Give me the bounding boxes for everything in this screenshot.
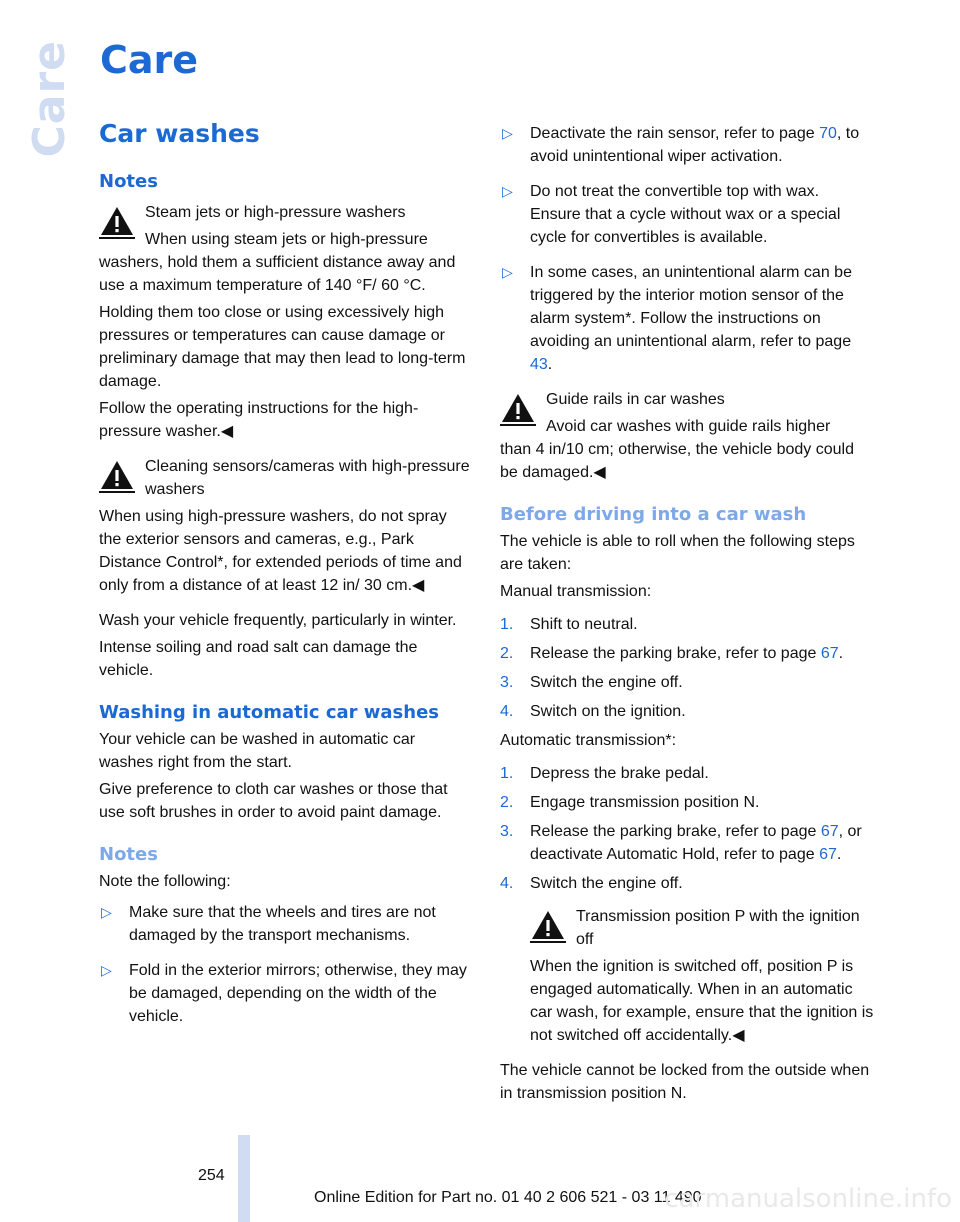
paragraph: Give preference to cloth car washes or those that use soft brushes in order to avoid paint damage. [99, 781, 448, 821]
footer-edition: Online Edition for Part no. 01 40 2 606 521 - 03 11 490 [314, 1189, 702, 1206]
warning-text: When using high-pressure washers, do not spray the exterior sensors and cameras, e.g., Park Distance Control*, for extended periods of time and only from a distance of at least 12 in/ 30 cm.◀ [99, 508, 462, 594]
warning-triangle-icon [500, 392, 536, 426]
page-number: 254 [198, 1167, 225, 1184]
paragraph: Your vehicle can be washed in automatic car washes right from the start. [99, 731, 416, 771]
chapter-title: Care [100, 38, 199, 82]
list-item: ▷ Make sure that the wheels and tires are not damaged by the transport mechanisms. [99, 901, 473, 947]
list-item: ▷ Do not treat the convertible top with wax. Ensure that a cycle without wax or a special cycle for convertibles is available. [500, 180, 874, 249]
step-item: 4. Switch the engine off. [500, 875, 683, 892]
warning-text-first-line: Avoid car washes with guide rails higher [546, 418, 831, 435]
paragraph: Follow the operating instructions for the high-pressure washer.◀ [99, 400, 419, 440]
step-item: 2. Release the parking brake, refer to page 67. [500, 645, 844, 662]
page-link[interactable]: 43 [530, 356, 548, 373]
step-item: 3. Release the parking brake, refer to page 67, or deactivate Automatic Hold, refer to page 67. [500, 823, 862, 863]
step-item: 4. Switch on the ignition. [500, 703, 686, 720]
subsection-heading: Washing in automatic car washes [99, 702, 440, 723]
step-item: 1. Shift to neutral. [500, 616, 638, 633]
right-column [500, 122, 874, 1105]
left-column [99, 116, 473, 1028]
side-chapter-tab: Care [24, 40, 75, 158]
warning-transmission-p [530, 905, 874, 1047]
page-link[interactable]: 70 [819, 125, 837, 142]
subsection-heading: Before driving into a car wash [500, 504, 807, 525]
paragraph: Automatic transmission*: [500, 732, 677, 749]
section-title: Car washes [99, 119, 260, 148]
warning-triangle-icon [99, 205, 135, 239]
triangle-bullet-icon: ▷ [502, 125, 513, 141]
step-item: 3. Switch the engine off. [500, 674, 683, 691]
step-item: 1. Depress the brake pedal. [500, 765, 709, 782]
list-item: ▷ In some cases, an unintentional alarm can be triggered by the interior motion sensor of the alarm system*. Follow the instructions on avoiding an unintentional alarm, refer to page 43. [500, 261, 874, 376]
page-link[interactable]: 67 [820, 645, 839, 662]
page-link[interactable]: 67 [820, 823, 839, 840]
warning-title: Steam jets or high-pressure washers [145, 204, 406, 221]
paragraph: Manual transmission: [500, 583, 652, 600]
triangle-bullet-icon: ▷ [502, 183, 513, 199]
paragraph: Holding them too close or using excessively high pressures or temperatures can cause damage or preliminary damage that may then lead to long-term damage. [99, 304, 466, 390]
warning-text: washers, hold them a sufficient distance away and use a maximum temperature of 140 °F/ 60 °C. [99, 254, 456, 294]
paragraph: The vehicle is able to roll when the following steps are taken: [500, 533, 855, 573]
warning-text: than 4 in/10 cm; otherwise, the vehicle body could be damaged.◀ [500, 441, 854, 481]
paragraph: Wash your vehicle frequently, particularly in winter. [99, 612, 457, 629]
warning-triangle-icon [99, 459, 135, 493]
step-item: 2. Engage transmission position N. [500, 794, 760, 811]
warning-text-first-line: When using steam jets or high-pressure [145, 231, 428, 248]
warning-triangle-icon [530, 909, 566, 943]
list-item: ▷ Deactivate the rain sensor, refer to page 70, to avoid unintentional wiper activation. [500, 122, 874, 168]
paragraph: The vehicle cannot be locked from the outside when in transmission position N. [500, 1062, 870, 1102]
watermark: carmanualsonline.info [664, 1184, 952, 1214]
warning-guide-rails [500, 388, 874, 484]
warning-title: Guide rails in car washes [546, 391, 725, 408]
triangle-bullet-icon: ▷ [101, 904, 112, 920]
footer-accent-bar [238, 1135, 250, 1222]
warning-cleaning-sensors [99, 455, 473, 597]
warning-steam-jets [99, 201, 473, 297]
warning-title: Cleaning sensors/cameras with high-pressure washers [145, 458, 470, 498]
triangle-bullet-icon: ▷ [101, 962, 112, 978]
triangle-bullet-icon: ▷ [502, 264, 513, 280]
notes-heading: Notes [99, 171, 158, 192]
list-item: ▷ Fold in the exterior mirrors; otherwise, they may be damaged, depending on the width of the vehicle. [99, 959, 473, 1028]
paragraph: Note the following: [99, 873, 231, 890]
warning-title: Transmission position P with the ignition off [576, 908, 860, 948]
notes-heading: Notes [99, 844, 158, 865]
warning-text: When the ignition is switched off, position P is engaged automatically. When in an automatic car wash, for example, ensure that the ignition is not switched off accidentally.◀ [530, 958, 874, 1044]
page-link[interactable]: 67 [819, 846, 837, 863]
paragraph: Intense soiling and road salt can damage the vehicle. [99, 639, 418, 679]
